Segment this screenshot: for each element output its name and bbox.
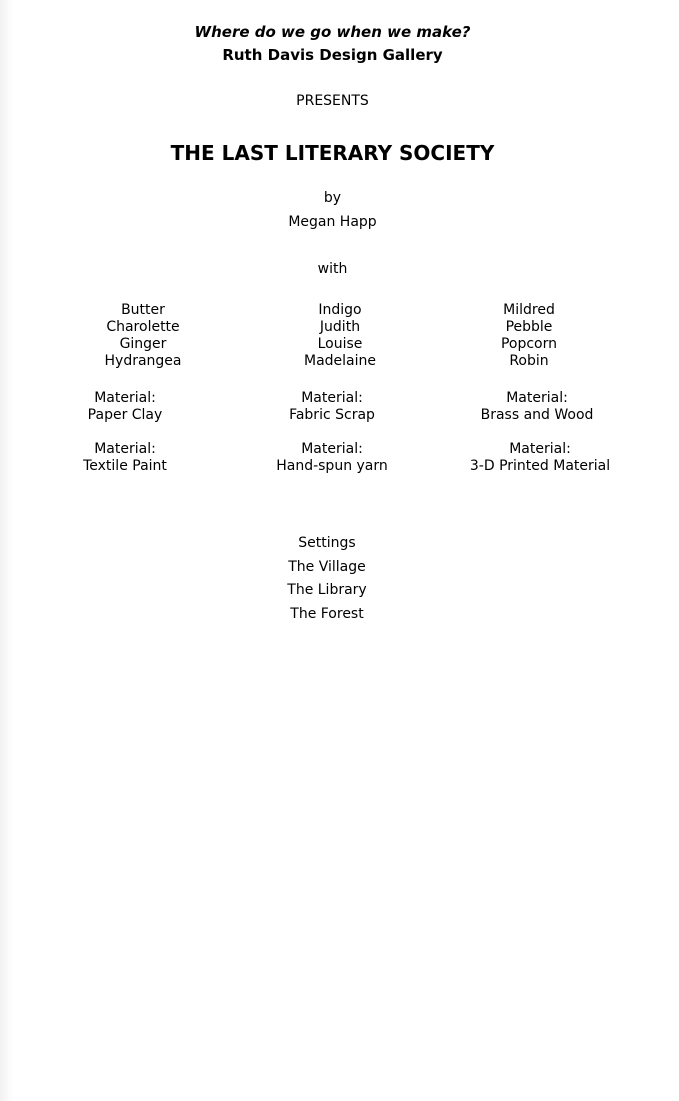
setting-item: The Village <box>288 558 366 575</box>
character-column-2 <box>260 302 420 370</box>
material-label: Material: <box>94 441 156 457</box>
material-block <box>440 441 640 475</box>
character-name: Pebble <box>505 319 553 335</box>
material-value: Brass and Wood <box>480 407 594 423</box>
material-block <box>45 390 205 424</box>
character-name: Judith <box>319 319 361 335</box>
material-label: Material: <box>509 441 571 457</box>
character-name: Charolette <box>106 319 180 335</box>
character-name: Robin <box>509 353 549 369</box>
setting-item: The Forest <box>290 605 364 622</box>
material-value: Hand-spun yarn <box>276 458 388 474</box>
material-block <box>252 441 412 475</box>
material-block <box>45 441 205 475</box>
page-edge-shadow <box>0 0 14 1101</box>
material-label: Material: <box>94 390 156 406</box>
character-name: Indigo <box>318 302 362 318</box>
setting-item: The Library <box>287 582 367 598</box>
material-value: Paper Clay <box>87 407 163 423</box>
author-name: Megan Happ <box>288 214 377 230</box>
material-value: Fabric Scrap <box>289 407 375 423</box>
presents-text: PRESENTS <box>296 93 369 109</box>
character-name: Mildred <box>503 302 555 318</box>
material-value: 3-D Printed Material <box>469 458 611 474</box>
settings-list <box>247 535 407 629</box>
character-name: Ginger <box>119 336 167 352</box>
with-text: with <box>317 261 348 277</box>
character-name: Popcorn <box>500 336 558 352</box>
page-title: THE LAST LITERARY SOCIETY <box>170 141 495 165</box>
material-value: Textile Paint <box>83 458 167 474</box>
character-name: Hydrangea <box>104 353 182 369</box>
character-name: Madelaine <box>303 353 376 369</box>
character-column-3 <box>449 302 609 370</box>
material-block <box>437 390 637 424</box>
tagline: Where do we go when we make? <box>194 23 471 41</box>
character-name: Butter <box>121 302 165 318</box>
character-column-1 <box>63 302 223 370</box>
material-label: Material: <box>301 390 363 406</box>
material-label: Material: <box>506 390 568 406</box>
material-block <box>252 390 412 424</box>
settings-heading: Settings <box>298 535 356 551</box>
material-label: Material: <box>301 441 363 457</box>
gallery-name: Ruth Davis Design Gallery <box>222 46 443 64</box>
by-text: by <box>323 190 342 206</box>
character-name: Louise <box>317 336 363 352</box>
